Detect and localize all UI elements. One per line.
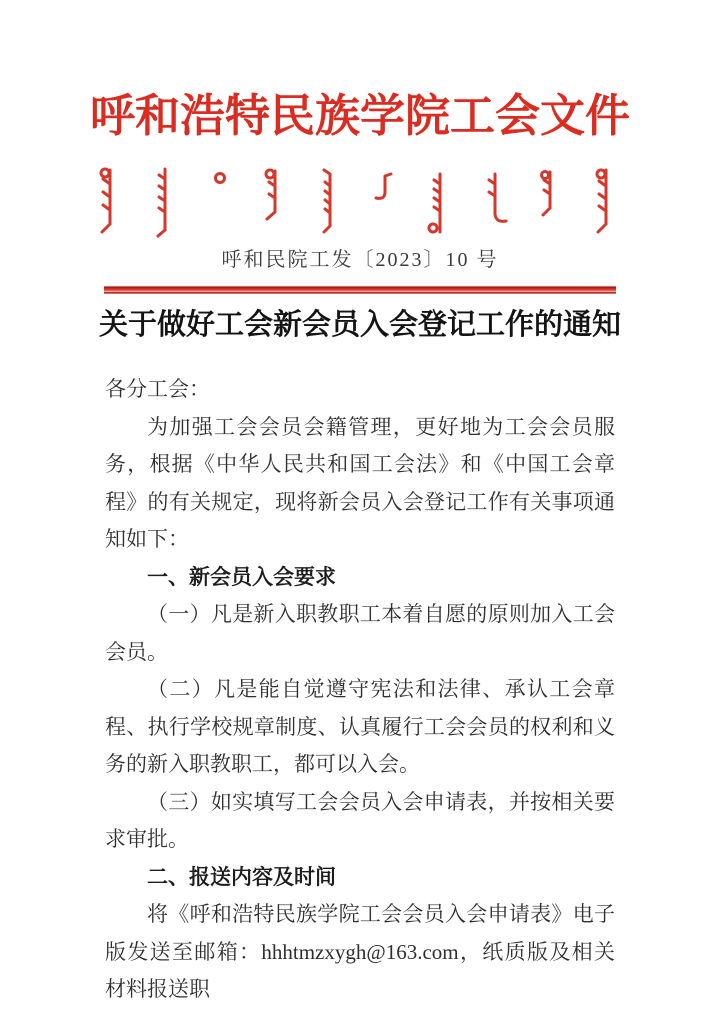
mongolian-script-icon [90,166,630,244]
paragraph-intro: 为加强工会会员会籍管理，更好地为工会会员服务，根据《中华人民共和国工会法》和《中国工会章程》的有关规定，现将新会员入会登记工作有关事项通知如下： [105,414,615,551]
paragraph-submission: 将《呼和浩特民族学院工会会员入会申请表》电子版发送至邮箱：hhhtmzxygh@163.com，纸质版及相关材料报送职 [105,902,615,1001]
doc-number: 呼和民院工发〔2023〕10 号 [221,249,499,271]
red-separator-line [104,286,616,294]
org-title: 呼和浩特民族学院工会文件 [89,91,630,141]
mongolian-script-banner [90,166,630,244]
section-heading-1: 一、新会员入会要求 [147,565,336,589]
salutation: 各分工会： [105,377,210,401]
doc-title: 关于做好工会新会员入会登记工作的通知 [98,309,621,341]
paragraph-item-2: （二）凡是能自觉遵守宪法和法律、承认工会章程、执行学校规章制度、认真履行工会会员的权利和义务的新入职教职工，都可以入会。 [105,677,615,776]
paragraph-item-3: （三）如实填写工会会员入会申请表，并按相关要求审批。 [105,789,615,851]
document-body [105,371,615,1009]
paragraph-item-1: （一）凡是新入职教职工本着自愿的原则加入工会会员。 [105,602,615,664]
section-heading-2: 二、报送内容及时间 [147,865,336,889]
